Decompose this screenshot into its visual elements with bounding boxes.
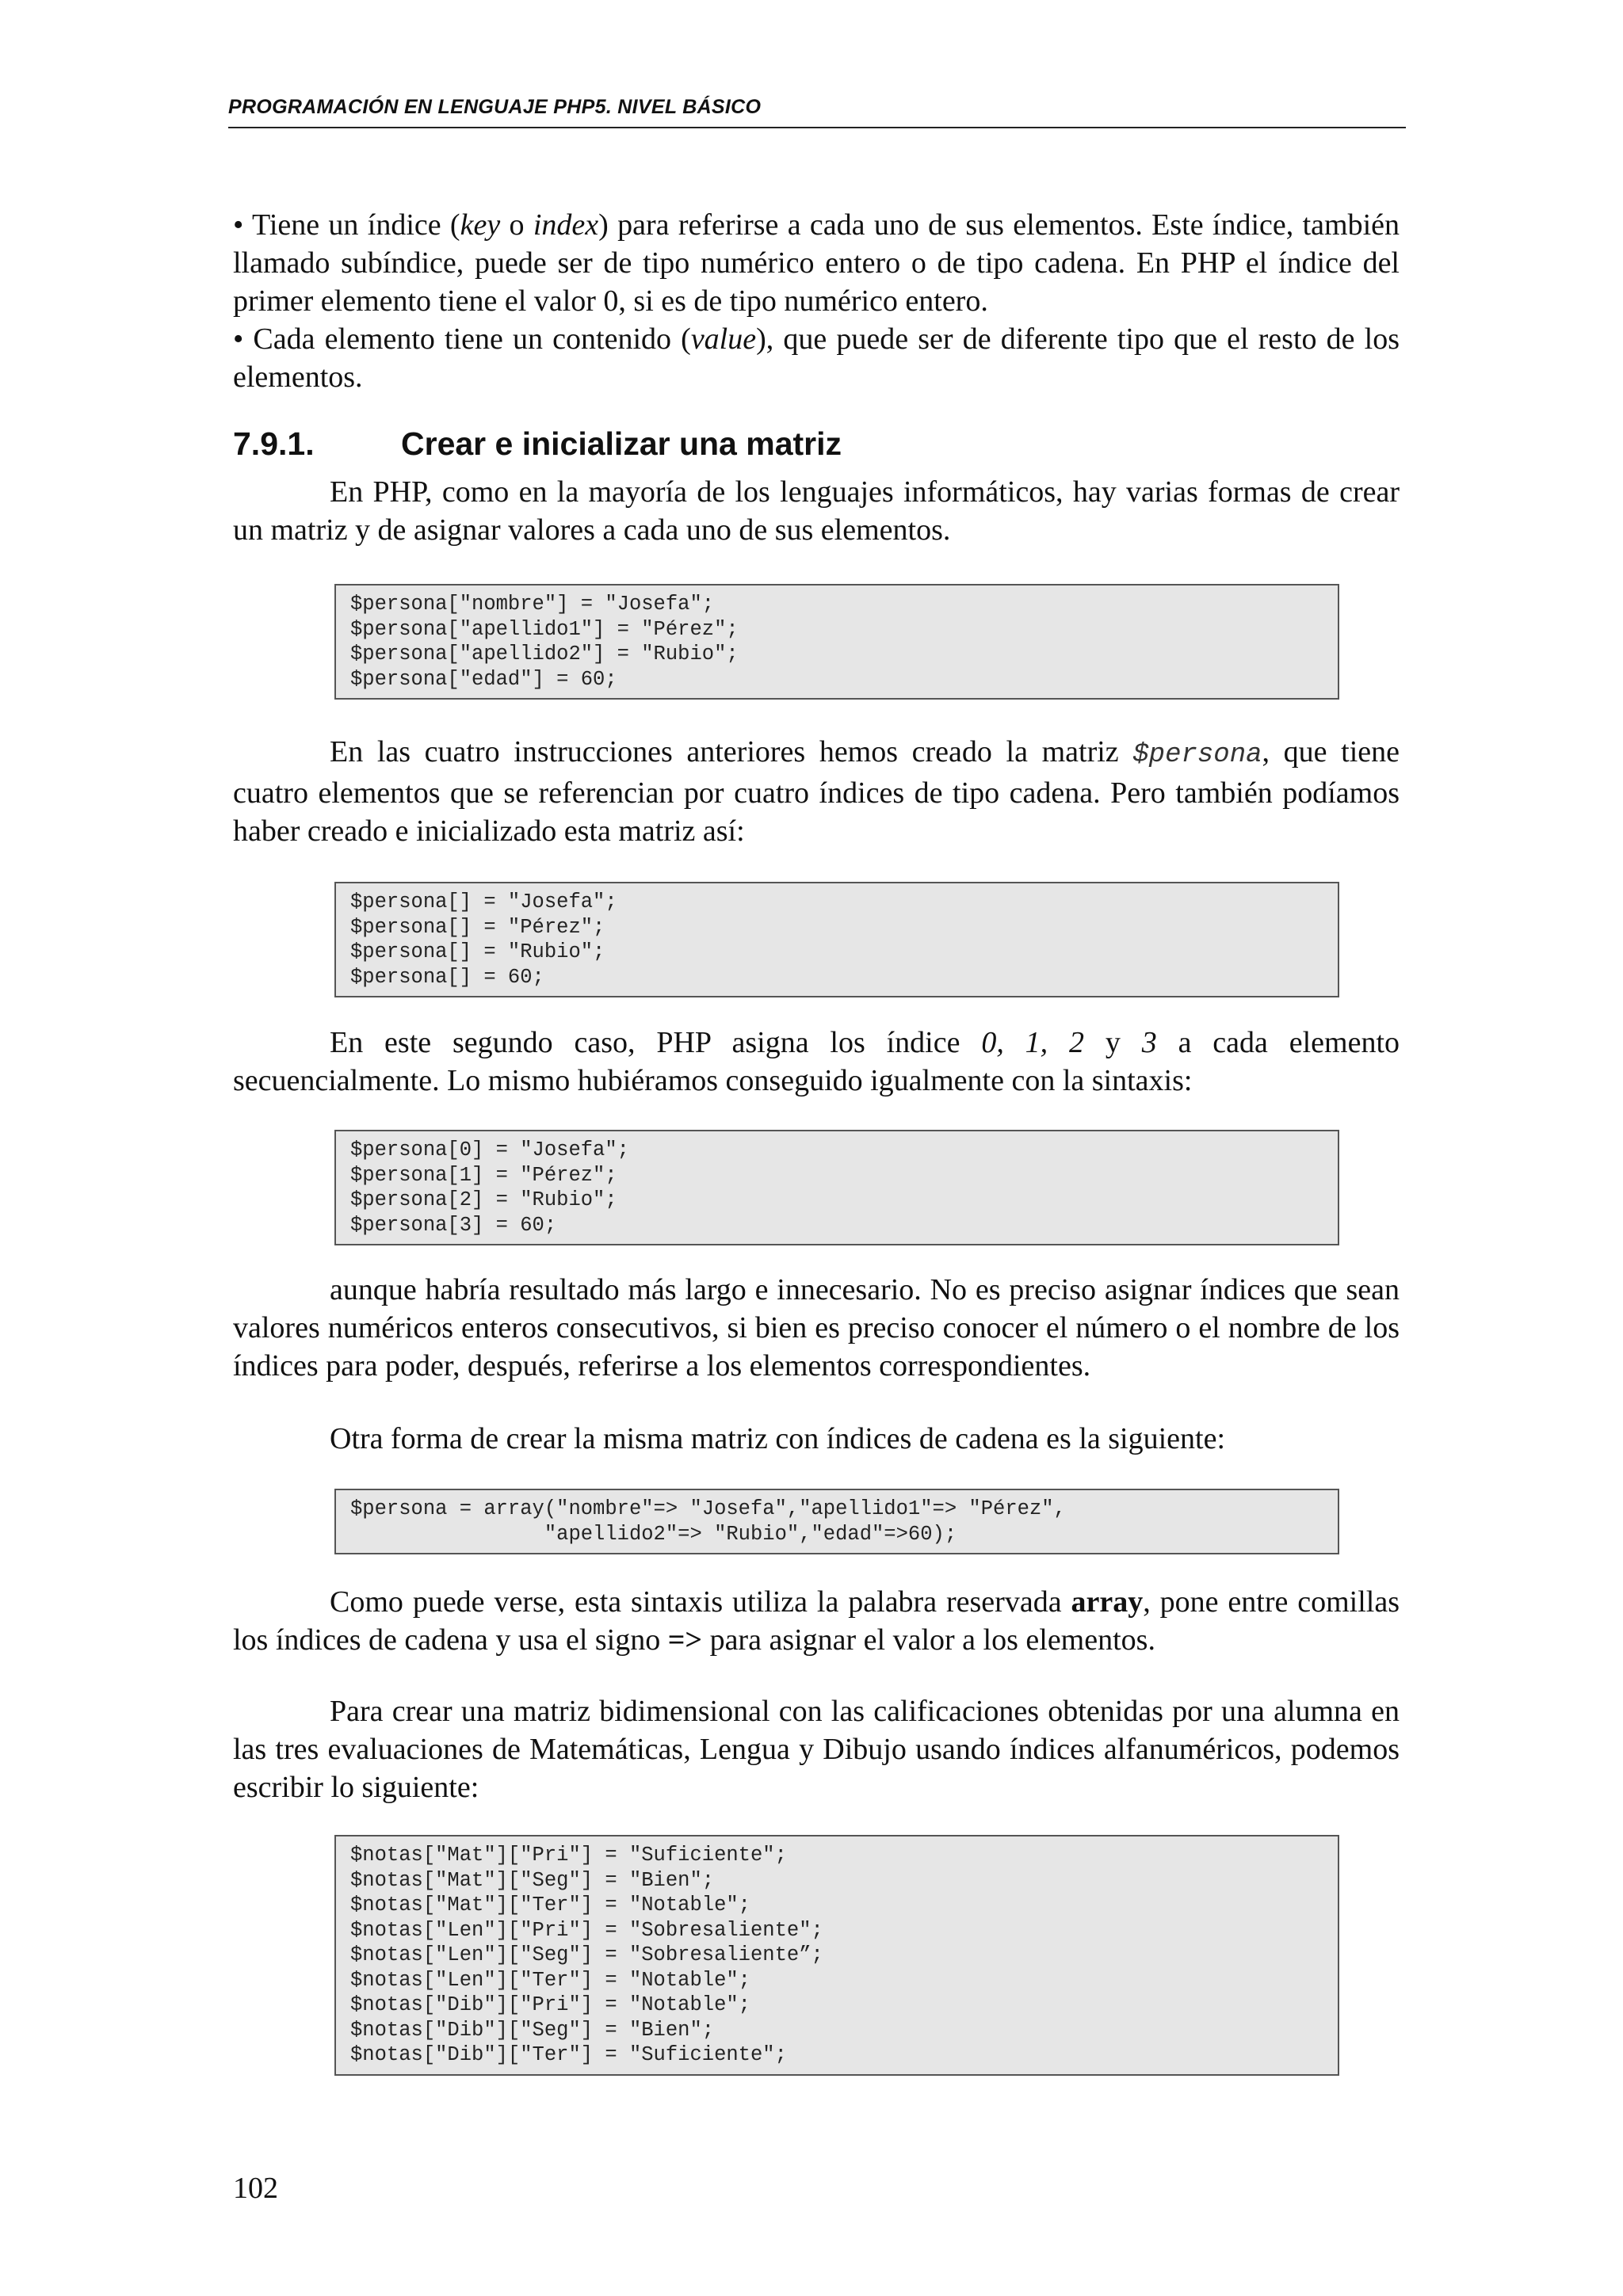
bullet-1-key: key xyxy=(460,208,501,242)
paragraph-7-text: Para crear una matriz bidimensional con las calificaciones obtenidas por una alumna en las tres evaluaciones de Matemáticas, Lengua y Dibujo usando índices alfanuméricos, podemos escribir lo siguiente: xyxy=(233,1695,1400,1804)
paragraph-6-text-b: , pone entre comillas los índices de cadena y usa el signo xyxy=(233,1585,1400,1657)
paragraph-6-text-c: para asignar el valor a los elementos. xyxy=(702,1623,1155,1657)
bullet-1-text-a: • Tiene un índice ( xyxy=(233,208,460,242)
section-heading xyxy=(233,425,842,463)
paragraph-1 xyxy=(233,473,1400,549)
variable-persona: $persona xyxy=(1132,740,1262,770)
paragraph-2-text-b: , que tiene cuatro elementos que se referencian por cuatro índices de tipo cadena. Pero también podíamos haber creado e inicializado esta matriz así: xyxy=(233,735,1400,848)
keyword-array: array xyxy=(1071,1585,1144,1619)
section-title: Crear e inicializar una matriz xyxy=(401,425,842,462)
paragraph-4 xyxy=(233,1271,1400,1385)
page-number: 102 xyxy=(233,2172,278,2205)
paragraph-5 xyxy=(233,1420,1400,1458)
code-block-5: $notas["Mat"]["Pri"] = "Suficiente"; $notas["Mat"]["Seg"] = "Bien"; $notas["Mat"]["Ter"] = "Notable"; $notas["Len"]["Pri"] = "Sobresaliente"; $notas["Len"]["Seg"] = "Sobresaliente”; $notas["Len"]["Ter"] = "Notable"; $notas["Dib"]["Pri"] = "Notable"; $notas["Dib"]["Seg"] = "Bien"; $notas["Dib"]["Ter"] = "Suficiente"; xyxy=(334,1835,1339,2076)
paragraph-3-text-a: En este segundo caso, PHP asigna los índice xyxy=(330,1026,982,1059)
paragraph-2-text-a: En las cuatro instrucciones anteriores hemos creado la matriz xyxy=(330,735,1133,769)
running-header: PROGRAMACIÓN EN LENGUAJE PHP5. NIVEL BÁSICO xyxy=(228,96,762,118)
bullet-1-index: index xyxy=(533,208,599,242)
arrow-operator: => xyxy=(667,1623,703,1657)
bullet-1-text-o: o xyxy=(500,208,533,242)
paragraph-6 xyxy=(233,1583,1400,1659)
section-number: 7.9.1. xyxy=(233,425,315,462)
code-block-2: $persona[] = "Josefa"; $persona[] = "Pérez"; $persona[] = "Rubio"; $persona[] = 60; xyxy=(334,882,1339,997)
code-block-1: $persona["nombre"] = "Josefa"; $persona["apellido1"] = "Pérez"; $persona["apellido2"] = "Rubio"; $persona["edad"] = 60; xyxy=(334,584,1339,700)
bullet-1-text-b: ) para referirse a cada uno de sus elementos. Este índice, también llamado subíndice, puede ser de tipo numérico entero o de tipo cadena. En PHP el índice del primer elemento tiene el valor 0, si es de tipo numérico entero. xyxy=(233,208,1400,318)
header-rule xyxy=(228,127,1406,128)
bullet-list xyxy=(233,206,1400,396)
paragraph-7 xyxy=(233,1692,1400,1806)
code-block-4: $persona = array("nombre"=> "Josefa","apellido1"=> "Pérez", "apellido2"=> "Rubio","edad"=>60); xyxy=(334,1489,1339,1554)
paragraph-5-text: Otra forma de crear la misma matriz con índices de cadena es la siguiente: xyxy=(330,1422,1225,1455)
paragraph-2 xyxy=(233,733,1400,850)
paragraph-3 xyxy=(233,1024,1400,1100)
paragraph-3-index-3: 3 xyxy=(1141,1026,1157,1059)
bullet-2-text-a: • Cada elemento tiene un contenido ( xyxy=(233,322,691,356)
paragraph-6-text-a: Como puede verse, esta sintaxis utiliza la palabra reservada xyxy=(330,1585,1071,1619)
bullet-2-value: value xyxy=(690,322,757,356)
paragraph-3-text-b: a cada elemento secuencialmente. Lo mismo hubiéramos conseguido igualmente con la sintaxis: xyxy=(233,1026,1400,1097)
bullet-2-text-b: ), que puede ser de diferente tipo que el resto de los elementos. xyxy=(233,322,1400,394)
paragraph-3-text-y: y xyxy=(1084,1026,1142,1059)
paragraph-1-text: En PHP, como en la mayoría de los lenguajes informáticos, hay varias formas de crear un matriz y de asignar valores a cada uno de sus elementos. xyxy=(233,475,1400,547)
code-block-3: $persona[0] = "Josefa"; $persona[1] = "Pérez"; $persona[2] = "Rubio"; $persona[3] = 60; xyxy=(334,1130,1339,1245)
paragraph-4-text: aunque habría resultado más largo e innecesario. No es preciso asignar índices que sean valores numéricos enteros consecutivos, si bien es preciso conocer el número o el nombre de los índices para poder, después, referirse a los elementos correspondientes. xyxy=(233,1273,1400,1383)
paragraph-3-indices: 0, 1, 2 xyxy=(981,1026,1085,1059)
